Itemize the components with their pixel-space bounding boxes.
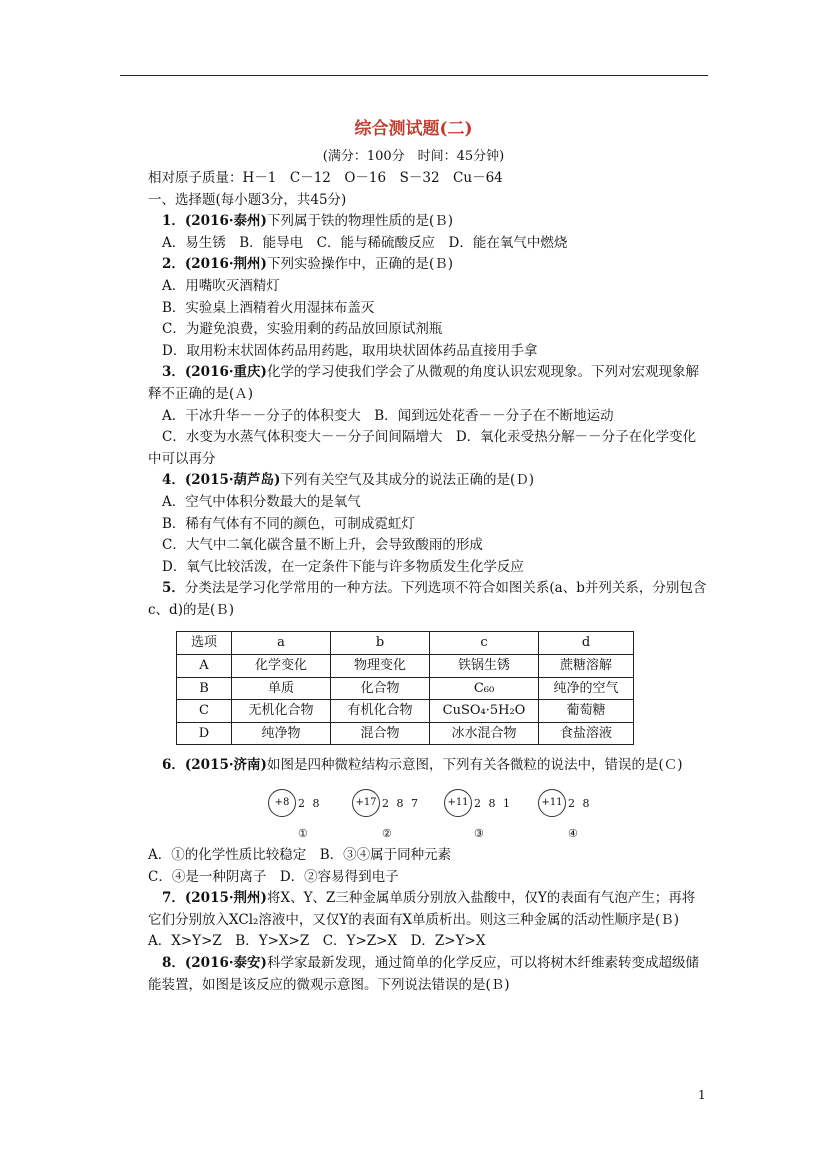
table-cell: 化学变化 (232, 655, 331, 678)
particle-diagram (538, 783, 608, 843)
table-header: a (232, 632, 331, 655)
table-cell: C (177, 700, 232, 723)
table-cell: B (177, 677, 232, 700)
question-number: 4．(2015·葫芦岛) (162, 472, 281, 489)
question-2 (148, 254, 708, 276)
table-cell: C₆₀ (430, 677, 539, 700)
table-cell: 蔗糖溶解 (539, 655, 634, 678)
option-d: D．取用粉末状固体药品用药匙，取用块状固体药品直接用手拿 (162, 342, 538, 359)
particle-label: ③ (474, 827, 484, 841)
question-6-options-cd: C．④是一种阴离子 D．②容易得到电子 (148, 868, 399, 885)
option-b: B．实验桌上酒精着火用湿抹布盖灭 (162, 299, 375, 316)
table-cell: 葡萄糖 (539, 700, 634, 723)
page-title: 综合测试题(二) (354, 119, 473, 139)
table-cell: A (177, 655, 232, 678)
particle-diagrams (148, 783, 708, 843)
question-number: 3．(2016·重庆) (162, 364, 267, 381)
nucleus: +8 (268, 789, 296, 817)
table-header: 选项 (177, 632, 232, 655)
question-7-options: A．X>Y>Z B．Y>X>Z C．Y>Z>X D．Z>Y>X (148, 933, 486, 950)
question-6 (148, 755, 708, 777)
table-row (177, 655, 634, 678)
table-cell: 有机化合物 (331, 700, 430, 723)
question-stem: 下列属于铁的物理性质的是(Ｂ) (266, 213, 453, 230)
particle-diagram (352, 783, 422, 843)
electron-shells: 2 8 1 (474, 797, 512, 811)
particle-label: ② (382, 827, 392, 841)
particle-label: ① (298, 827, 308, 841)
particle-diagram (268, 783, 338, 843)
table-cell: 单质 (232, 677, 331, 700)
question-5 (148, 578, 708, 621)
nucleus: +11 (538, 789, 566, 817)
question-3 (148, 362, 708, 405)
option-a: A．空气中体积分数最大的是氧气 (162, 493, 361, 510)
question-number: 5． (162, 580, 185, 597)
table-cell: 纯净的空气 (539, 677, 634, 700)
question-stem: 化学的学习使我们学会了从微观的角度认识宏观现象。下列对宏观现象解释不正确的是(Ａ) (148, 364, 699, 402)
electron-shells: 2 8 (298, 797, 322, 811)
classification-table (176, 631, 634, 745)
electron-shells: 2 8 (568, 797, 592, 811)
option-c: C．大气中二氧化碳含量不断上升，会导致酸雨的形成 (162, 537, 483, 554)
header-rule (120, 75, 708, 76)
question-number: 7．(2015·荆州) (162, 890, 267, 907)
table-cell: 化合物 (331, 677, 430, 700)
table-row (177, 722, 634, 745)
table-header: c (430, 632, 539, 655)
question-8 (148, 953, 708, 996)
table-cell: 铁锅生锈 (430, 655, 539, 678)
question-stem: 科学家最新发现，通过简单的化学反应，可以将树木纤维素转变成超级储能装置，如图是该反应的微观示意图。下列说法错误的是(Ｂ) (148, 955, 699, 993)
question-3-options-ab: A．干冰升华－－分子的体积变大 B．闻到远处花香－－分子在不断地运动 (162, 407, 614, 424)
table-cell: CuSO₄·5H₂O (430, 700, 539, 723)
particle-diagram (444, 783, 514, 843)
nucleus: +11 (444, 789, 472, 817)
question-3-options-cd: C．水变为水蒸气体积变大－－分子间间隔增大 D．氧化汞受热分解－－分子在化学变化中可以再分 (148, 429, 697, 467)
question-stem: 如图是四种微粒结构示意图，下列有关各微粒的说法中，错误的是(Ｃ) (266, 757, 683, 774)
question-1 (148, 211, 708, 233)
table-cell: 食盐溶液 (539, 722, 634, 745)
question-number: 1．(2016·泰州) (162, 213, 267, 230)
table-header: b (331, 632, 430, 655)
table-cell: D (177, 722, 232, 745)
table-cell: 无机化合物 (232, 700, 331, 723)
question-number: 8．(2016·泰安) (162, 955, 267, 971)
question-4 (148, 470, 708, 492)
question-stem: 将X、Y、Z三种金属单质分别放入盐酸中，仅Y的表面有气泡产生；再将它们分别放入XCl₂溶液中，又仅Y的表面有X单质析出。则这三种金属的活动性顺序是(Ｂ) (148, 890, 696, 928)
table-header-row (177, 632, 634, 655)
table-row (177, 677, 634, 700)
document-body (148, 168, 708, 996)
section-heading: 一、选择题(每小题3分，共45分) (148, 191, 347, 208)
table-cell: 纯净物 (232, 722, 331, 745)
question-number: 2．(2016·荆州) (162, 256, 267, 273)
question-stem: 下列实验操作中，正确的是(Ｂ) (266, 256, 453, 273)
atomic-masses: 相对原子质量：H－1 C－12 O－16 S－32 Cu－64 (148, 170, 503, 186)
page-number: 1 (698, 1088, 706, 1102)
table-row (177, 700, 634, 723)
table-cell: 冰水混合物 (430, 722, 539, 745)
question-1-options: A．易生锈 B．能导电 C．能与稀硫酸反应 D．能在氧气中燃烧 (162, 234, 568, 251)
table-header: d (539, 632, 634, 655)
option-b: B．稀有气体有不同的颜色，可制成霓虹灯 (162, 515, 415, 532)
question-number: 6．(2015·济南) (162, 757, 267, 774)
option-a: A．用嘴吹灭酒精灯 (162, 277, 280, 294)
electron-shells: 2 8 7 (382, 797, 420, 811)
question-6-options-ab: A．①的化学性质比较稳定 B．③④属于同种元素 (148, 847, 452, 864)
question-7 (148, 888, 708, 931)
question-stem: 下列有关空气及其成分的说法正确的是(Ｄ) (280, 472, 534, 489)
option-d: D．氧气比较活泼，在一定条件下能与许多物质发生化学反应 (162, 558, 524, 575)
option-c: C．为避免浪费，实验用剩的药品放回原试剂瓶 (162, 321, 443, 338)
table-cell: 混合物 (331, 722, 430, 745)
exam-info: (满分：100分 时间：45分钟) (322, 149, 505, 164)
question-stem: 分类法是学习化学常用的一种方法。下列选项不符合如图关系(a、b并列关系，分别包含c、d)的是(Ｂ) (148, 580, 707, 618)
nucleus: +17 (352, 789, 380, 817)
particle-label: ④ (568, 827, 578, 841)
table-cell: 物理变化 (331, 655, 430, 678)
